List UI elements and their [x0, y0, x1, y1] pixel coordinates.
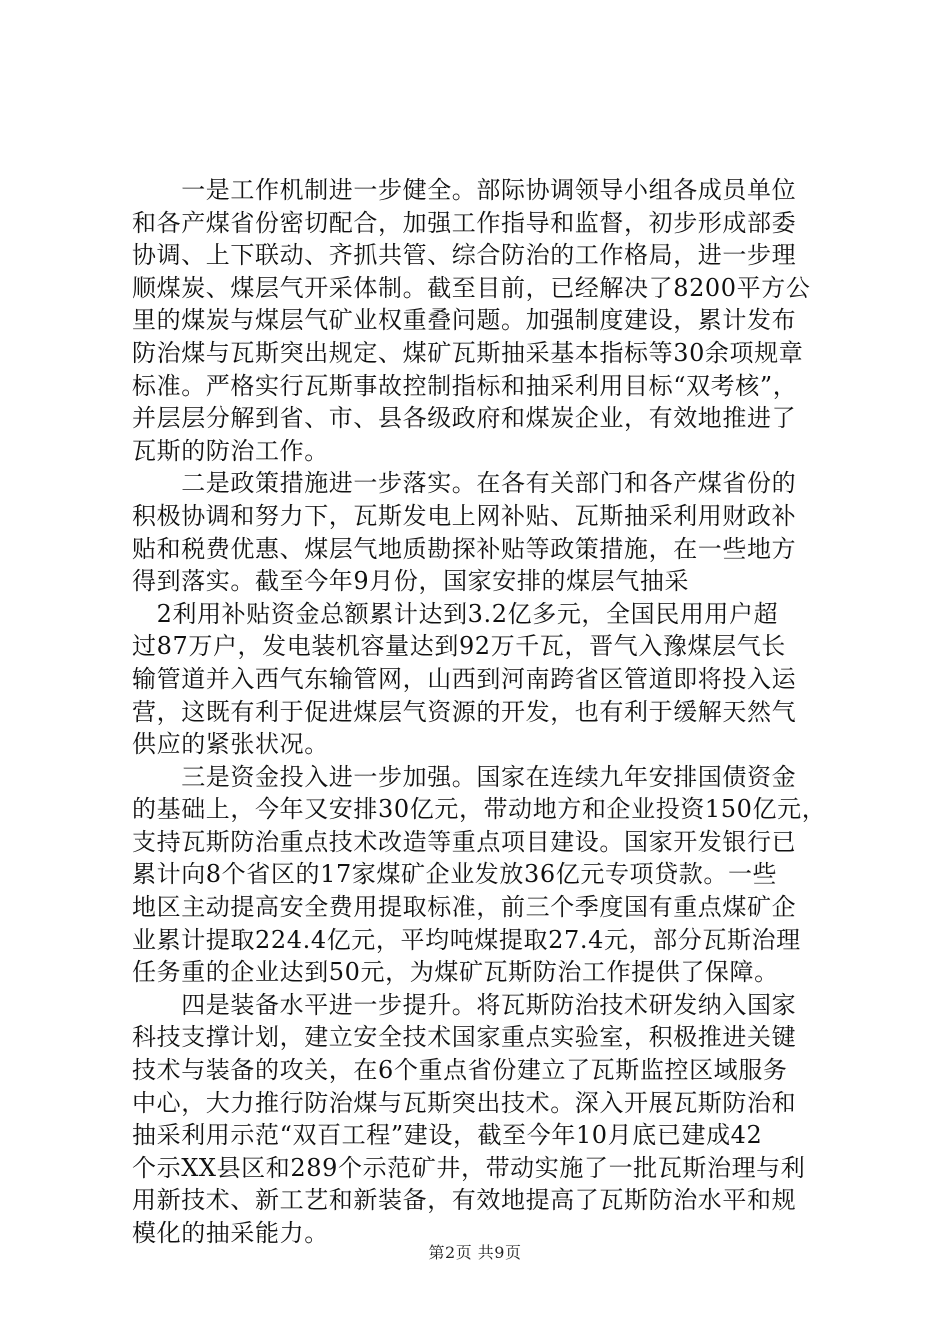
text-line: 得到落实。截至今年9月份，国家安排的煤层气抽采 [132, 567, 690, 596]
paragraph-subsidy-continued [132, 598, 832, 761]
text-line: 供应的紧张状况。 [132, 730, 329, 759]
text-line: 技术与装备的攻关，在6个重点省份建立了瓦斯监控区域服务 [132, 1056, 788, 1085]
paragraph-work-mechanism [132, 174, 832, 467]
text-line: 支持瓦斯防治重点技术改造等重点项目建设。国家开发银行已 [132, 827, 797, 856]
text-line: 营，这既有利于促进煤层气资源的开发，也有利于缓解天然气 [132, 697, 797, 726]
text-line: 2利用补贴资金总额累计达到3.2亿多元，全国民用用户超 [132, 599, 779, 628]
text-line: 过87万户，发电装机容量达到92万千瓦，晋气入豫煤层气长 [132, 632, 786, 661]
text-line: 个示XX县区和289个示范矿井，带动实施了一批瓦斯治理与利 [132, 1153, 806, 1182]
text-line: 顺煤炭、煤层气开采体制。截至目前，已经解决了8200平方公 [132, 273, 811, 302]
text-line: 地区主动提高安全费用提取标准，前三个季度国有重点煤矿企 [132, 893, 797, 922]
text-line: 用新技术、新工艺和新装备，有效地提高了瓦斯防治水平和规 [132, 1186, 797, 1215]
text-line: 任务重的企业达到50元，为煤矿瓦斯防治工作提供了保障。 [132, 958, 779, 987]
text-line: 贴和税费优惠、煤层气地质勘探补贴等政策措施，在一些地方 [132, 534, 797, 563]
text-line: 输管道并入西气东输管网，山西到河南跨省区管道即将投入运 [132, 664, 797, 693]
text-line: 和各产煤省份密切配合，加强工作指导和监督，初步形成部委 [132, 208, 797, 237]
text-line: 的基础上，今年又安排30亿元，带动地方和企业投资150亿元， [132, 795, 827, 824]
page-number-footer: 第2页 共9页 [428, 1243, 522, 1262]
text-line: 协调、上下联动、齐抓共管、综合防治的工作格局，进一步理 [132, 241, 797, 270]
text-line: 里的煤炭与煤层气矿业权重叠问题。加强制度建设，累计发布 [132, 306, 797, 335]
paragraph-equipment [132, 989, 832, 1250]
paragraph-funding [132, 761, 832, 989]
text-line: 四是装备水平进一步提升。将瓦斯防治技术研发纳入国家 [132, 990, 797, 1019]
text-line: 瓦斯的防治工作。 [132, 436, 329, 465]
paragraph-policy-measures [132, 467, 832, 597]
text-line: 并层层分解到省、市、县各级政府和煤炭企业，有效地推进了 [132, 404, 797, 433]
text-line: 三是资金投入进一步加强。国家在连续九年安排国债资金 [132, 762, 797, 791]
text-line: 中心，大力推行防治煤与瓦斯突出技术。深入开展瓦斯防治和 [132, 1088, 797, 1117]
text-line: 一是工作机制进一步健全。部际协调领导小组各成员单位 [132, 176, 797, 204]
document-body [132, 174, 832, 1250]
text-line: 抽采利用示范“双百工程”建设，截至今年10月底已建成42 [132, 1121, 763, 1150]
text-line: 业累计提取224.4亿元，平均吨煤提取27.4元，部分瓦斯治理 [132, 925, 801, 954]
text-line: 科技支撑计划，建立安全技术国家重点实验室，积极推进关键 [132, 1023, 797, 1052]
text-line: 累计向8个省区的17家煤矿企业发放36亿元专项贷款。一些 [132, 860, 778, 889]
text-line: 标准。严格实行瓦斯事故控制指标和抽采利用目标“双考核”， [132, 371, 798, 400]
text-line: 模化的抽采能力。 [132, 1219, 329, 1247]
text-line: 积极协调和努力下，瓦斯发电上网补贴、瓦斯抽采利用财政补 [132, 501, 797, 530]
text-line: 二是政策措施进一步落实。在各有关部门和各产煤省份的 [132, 469, 797, 498]
text-line: 防治煤与瓦斯突出规定、煤矿瓦斯抽采基本指标等30余项规章 [132, 338, 804, 367]
